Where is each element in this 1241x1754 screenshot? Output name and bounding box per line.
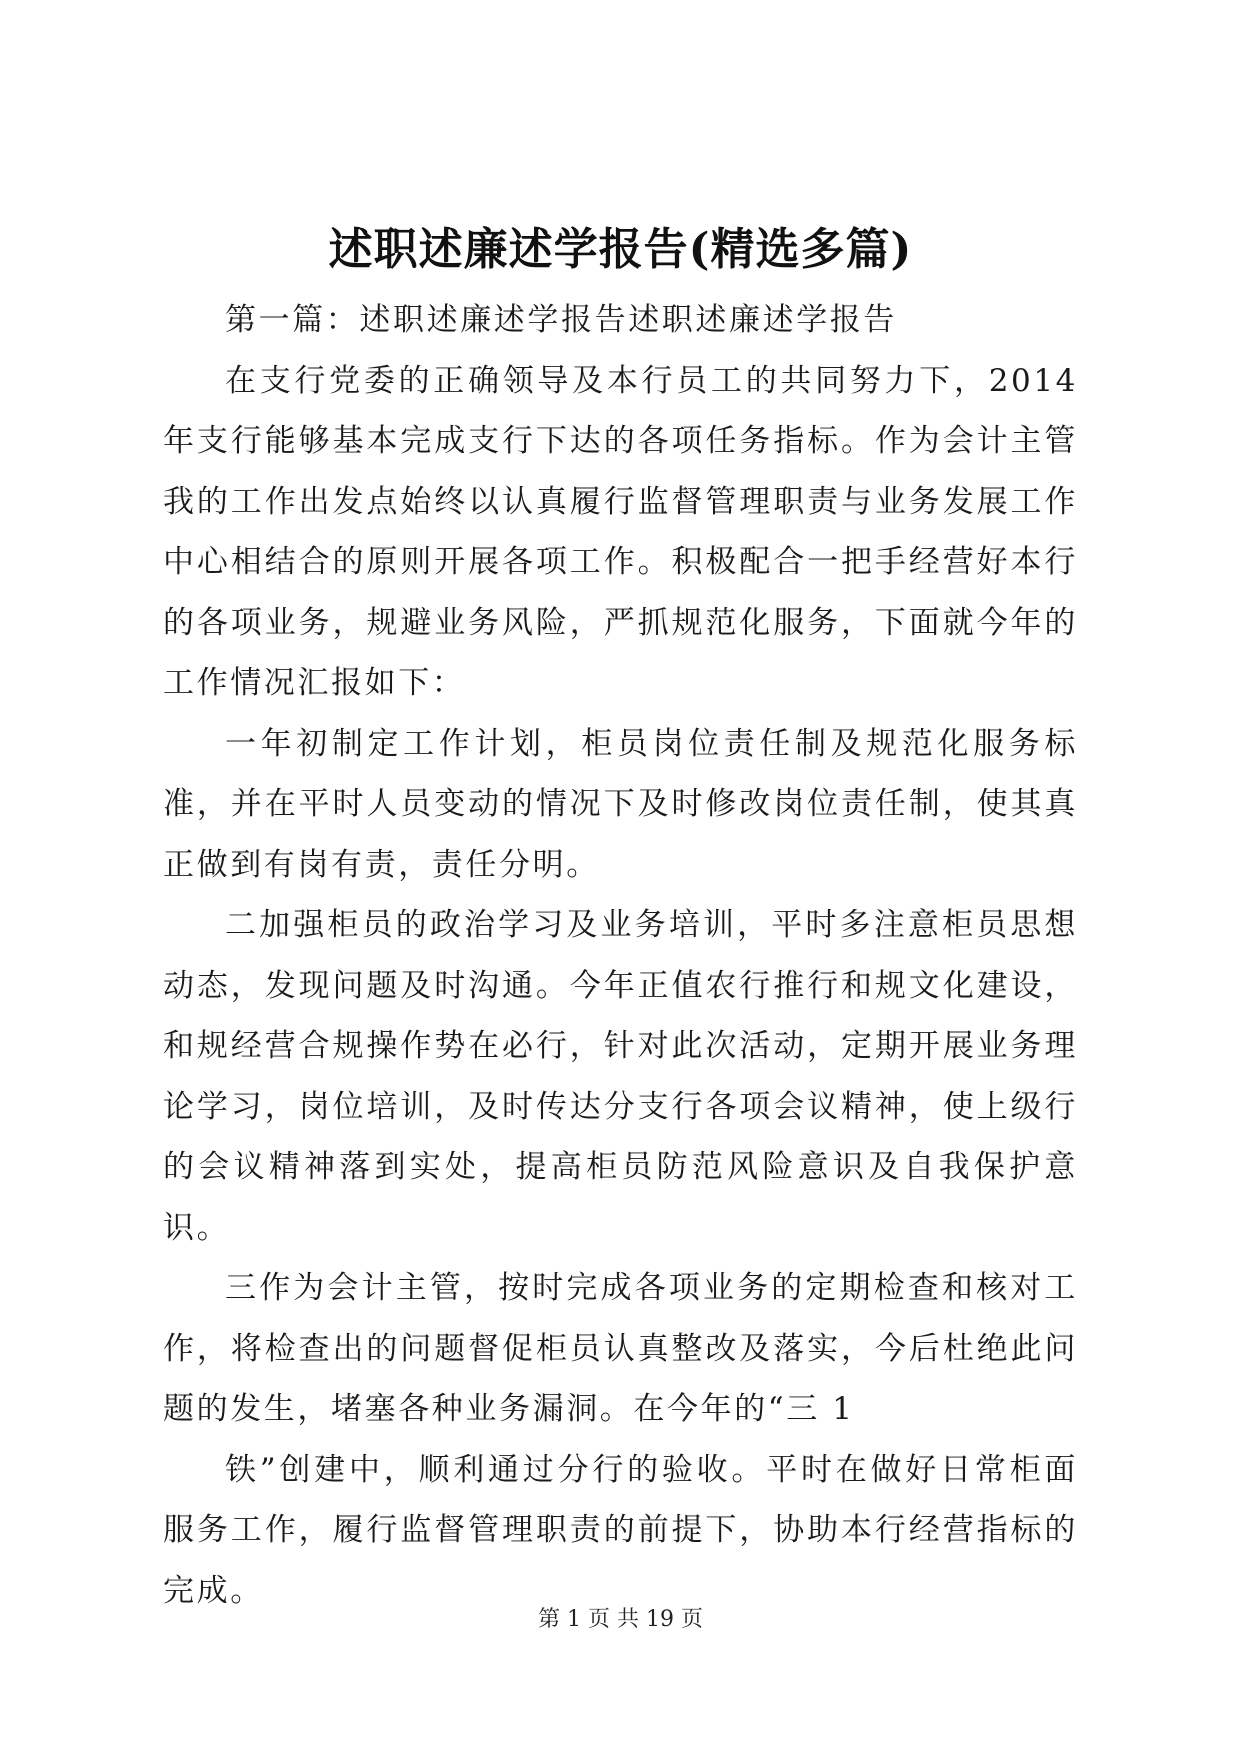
document-body xyxy=(163,290,1078,1621)
document-title: 述职述廉述学报告(精选多篇) xyxy=(328,224,913,275)
paragraph-5: 三作为会计主管，按时完成各项业务的定期检查和核对工作，将检查出的问题督促柜员认真整改及落实，今后杜绝此问题的发生，堵塞各种业务漏洞。在今年的“三 1 xyxy=(163,1270,1078,1427)
paragraph-1: 第一篇：述职述廉述学报告述职述廉述学报告 xyxy=(225,302,897,338)
paragraph-4: 二加强柜员的政治学习及业务培训，平时多注意柜员思想动态，发现问题及时沟通。今年正值农行推行和规文化建设，和规经营合规操作势在必行，针对此次活动，定期开展业务理论学习，岗位培训，及时传达分支行各项会议精神，使上级行的会议精神落到实处，提高柜员防范风险意识及自我保护意识。 xyxy=(163,907,1078,1246)
paragraph-6: 铁”创建中，顺利通过分行的验收。平时在做好日常柜面服务工作，履行监督管理职责的前提下，协助本行经营指标的完成。 xyxy=(163,1451,1078,1609)
paragraph-2: 在支行党委的正确领导及本行员工的共同努力下，2014年支行能够基本完成支行下达的各项任务指标。作为会计主管我的工作出发点始终以认真履行监督管理职责与业务发展工作中心相结合的原则开展各项工作。积极配合一把手经营好本行的各项业务，规避业务风险，严抓规范化服务，下面就今年的工作情况汇报如下： xyxy=(163,362,1078,701)
page-footer: 第 1 页 共 19 页 xyxy=(538,1607,703,1632)
paragraph-3: 一年初制定工作计划，柜员岗位责任制及规范化服务标准，并在平时人员变动的情况下及时修改岗位责任制，使其真正做到有岗有责，责任分明。 xyxy=(163,725,1078,883)
